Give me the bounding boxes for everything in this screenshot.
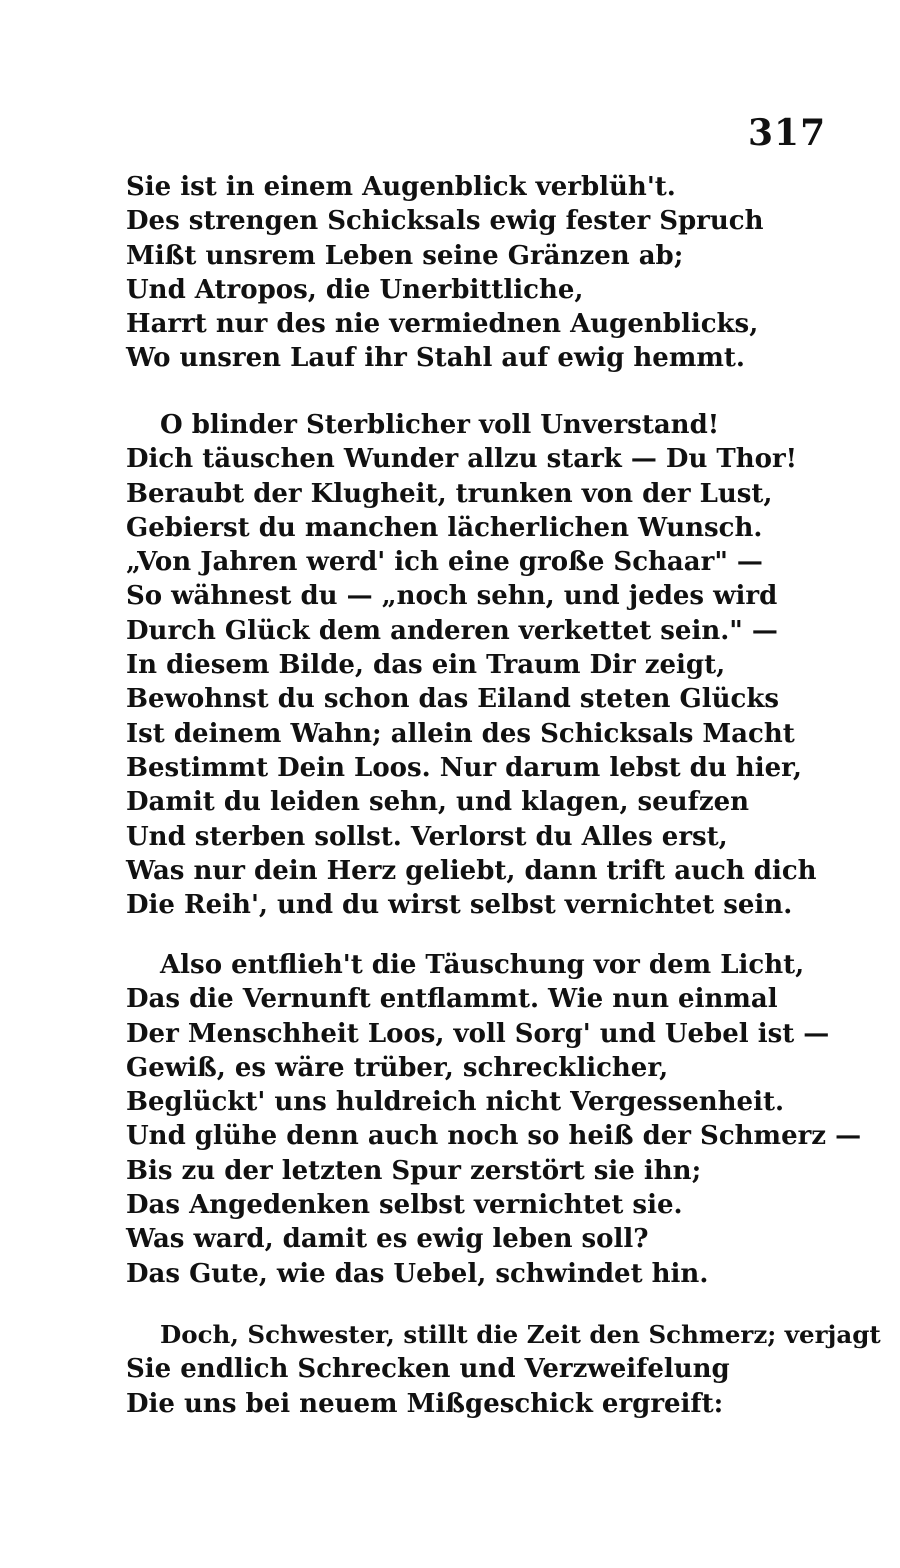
verse-line: Des strengen Schicksals ewig fester Spruch	[126, 206, 764, 237]
stanza-2	[126, 408, 846, 922]
verse-line: Bestimmt Dein Loos. Nur darum lebst du hier,	[126, 752, 802, 783]
verse-line: Doch, Schwester, stillt die Zeit den Schmerz; verjagt	[160, 1320, 881, 1349]
verse-line: Sie endlich Schrecken und Verzweifelung	[126, 1354, 730, 1385]
stanza-3	[126, 948, 862, 1291]
verse-line: Die uns bei neuem Mißgeschick ergreift:	[126, 1388, 724, 1419]
verse-line: Bewohnst du schon das Eiland steten Glücks	[126, 684, 779, 715]
verse-line: Die Reih', und du wirst selbst vernichtet sein.	[126, 890, 793, 921]
verse-line: Und sterben sollst. Verlorst du Alles erst,	[126, 821, 728, 852]
verse-line: Wo unsren Lauf ihr Stahl auf ewig hemmt.	[126, 343, 745, 374]
verse-line: Das Gute, wie das Uebel, schwindet hin.	[126, 1258, 709, 1289]
verse-line: Das Angedenken selbst vernichtet sie.	[126, 1190, 683, 1221]
verse-line: Harrt nur des nie vermiednen Augenblicks,	[126, 309, 759, 340]
verse-line: Damit du leiden sehn, und klagen, seufzen	[126, 787, 750, 818]
verse-line: Sie ist in einem Augenblick verblüh't.	[126, 172, 676, 202]
verse-line: Was nur dein Herz geliebt, dann trift auch dich	[126, 855, 817, 886]
verse-line: Und Atropos, die Unerbittliche,	[126, 274, 584, 305]
verse-line: Der Menschheit Loos, voll Sorg' und Uebel ist —	[126, 1018, 830, 1049]
verse-line: Ist deinem Wahn; allein des Schicksals Macht	[126, 718, 795, 749]
verse-line: Beraubt der Klugheit, trunken von der Lust,	[126, 478, 773, 509]
page-number: 317	[748, 112, 827, 154]
stanza-1	[126, 170, 846, 376]
verse-line: Gebierst du manchen lächerlichen Wunsch.	[126, 512, 763, 543]
verse-line: Bis zu der letzten Spur zerstört sie ihn;	[126, 1155, 702, 1186]
verse-line: Dich täuschen Wunder allzu stark — Du Thor!	[126, 444, 798, 475]
verse-line: Gewiß, es wäre trüber, schrecklicher,	[126, 1052, 669, 1083]
verse-line: Was ward, damit es ewig leben soll?	[126, 1224, 649, 1255]
verse-line: „Von Jahren werd' ich eine große Schaar" —	[126, 547, 763, 578]
verse-line: Das die Vernunft entflammt. Wie nun einmal	[126, 984, 778, 1015]
stanza-4	[126, 1318, 881, 1421]
verse-line: Also entflieh't die Täuschung vor dem Licht,	[160, 950, 805, 980]
verse-line: So wähnest du — „noch sehn, und jedes wird	[126, 581, 778, 612]
verse-line: O blinder Sterblicher voll Unverstand!	[160, 410, 720, 440]
verse-line: Beglückt' uns huldreich nicht Vergessenheit.	[126, 1087, 785, 1118]
verse-line: Mißt unsrem Leben seine Gränzen ab;	[126, 240, 684, 271]
verse-line: In diesem Bilde, das ein Traum Dir zeigt,	[126, 650, 726, 681]
verse-line: Und glühe denn auch noch so heiß der Schmerz —	[126, 1121, 862, 1152]
verse-line: Durch Glück dem anderen verkettet sein." —	[126, 615, 778, 646]
